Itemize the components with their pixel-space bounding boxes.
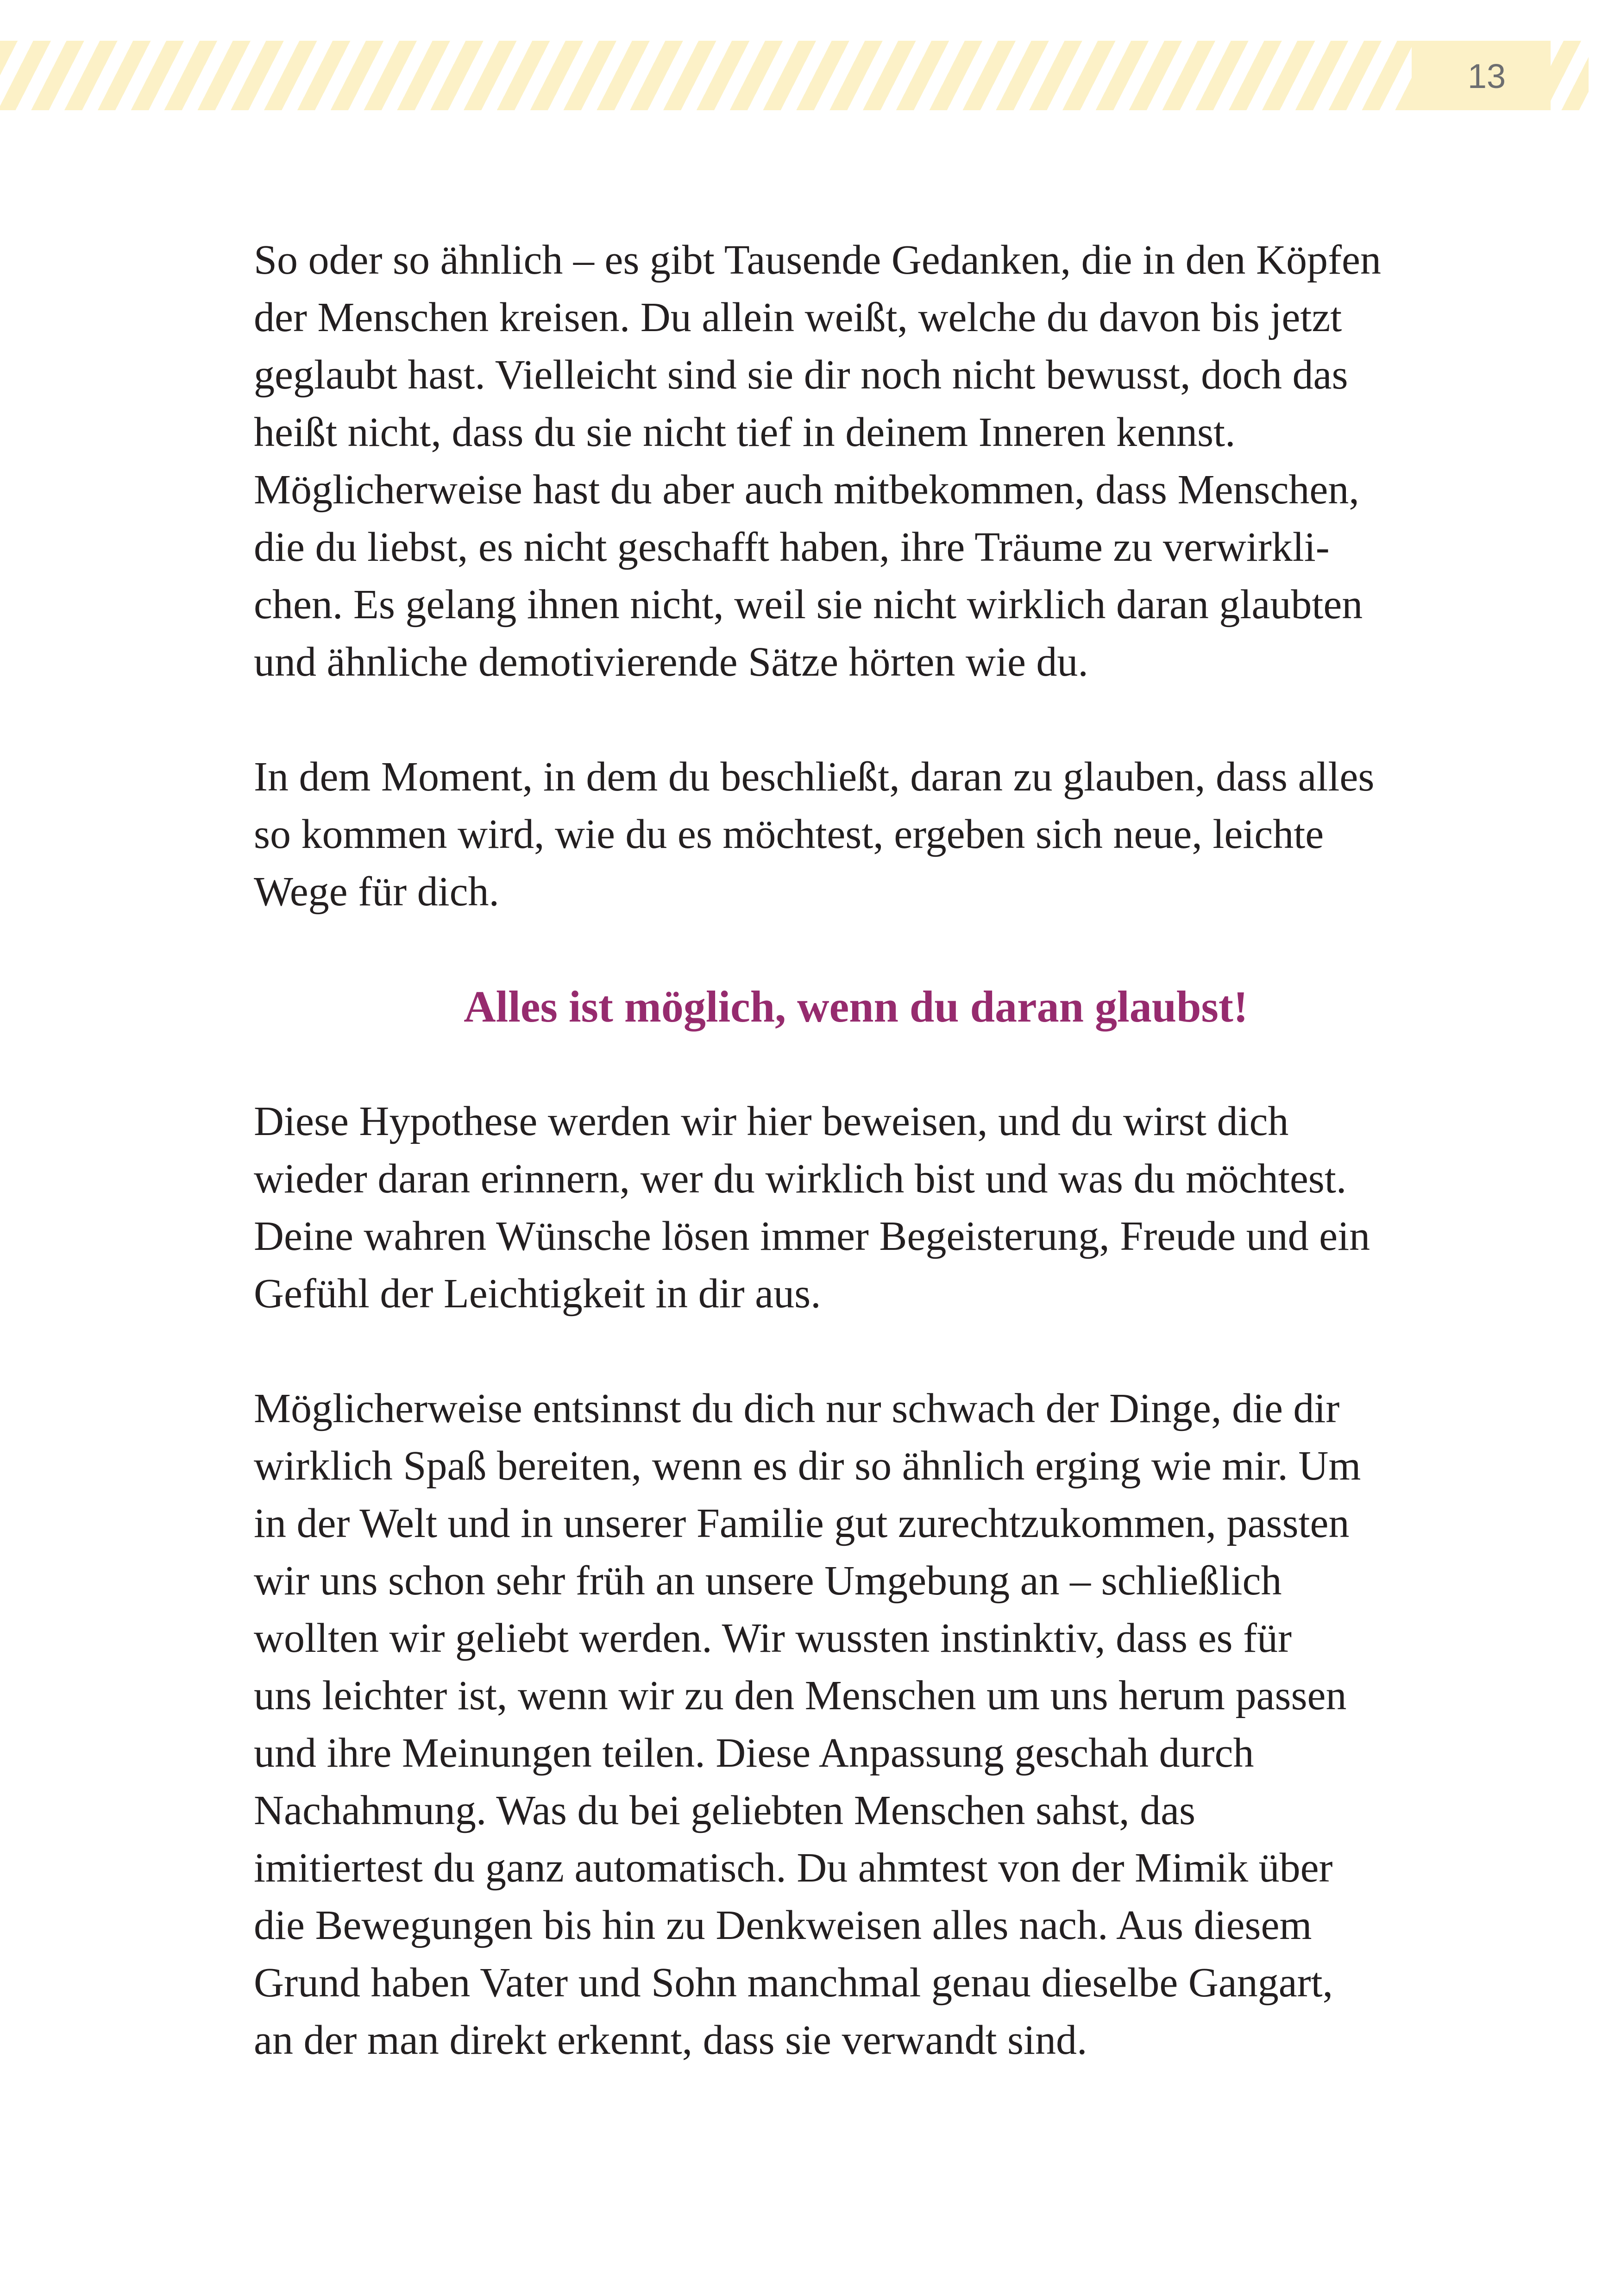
text-line: an der man direkt erkennt, dass sie verwandt sind. xyxy=(254,2017,1087,2063)
text-line: und ähnliche demotivierende Sätze hörten wie du. xyxy=(254,639,1088,685)
paragraph-3 xyxy=(254,1093,1458,1323)
header-stripe-band xyxy=(0,41,1589,110)
text-line: der Menschen kreisen. Du allein weißt, welche du davon bis jetzt xyxy=(254,295,1342,340)
text-line: wollten wir geliebt werden. Wir wussten instinktiv, dass es für xyxy=(254,1615,1292,1661)
text-line: geglaubt hast. Vielleicht sind sie dir noch nicht bewusst, doch das xyxy=(254,352,1348,398)
body-text xyxy=(254,232,1458,2127)
text-line: Möglicherweise entsinnst du dich nur schwach der Dinge, die dir xyxy=(254,1386,1340,1431)
text-line: Nachahmung. Was du bei geliebten Menschen sahst, das xyxy=(254,1788,1196,1833)
text-line: Wege für dich. xyxy=(254,869,500,915)
text-line: imitiertest du ganz automatisch. Du ahmtest von der Mimik über xyxy=(254,1845,1333,1891)
text-line: so kommen wird, wie du es möchtest, ergeben sich neue, leichte xyxy=(254,811,1324,857)
highlight-heading: Alles ist möglich, wenn du daran glaubst! xyxy=(464,982,1248,1031)
text-line: die du liebst, es nicht geschafft haben, ihre Träume zu verwirkli- xyxy=(254,524,1330,570)
text-line: die Bewegungen bis hin zu Denkweisen alles nach. Aus diesem xyxy=(254,1902,1312,1948)
text-line: Gefühl der Leichtigkeit in dir aus. xyxy=(254,1271,821,1317)
text-line: Deine wahren Wünsche lösen immer Begeisterung, Freude und ein xyxy=(254,1213,1370,1259)
text-line: wirklich Spaß bereiten, wenn es dir so ähnlich erging wie mir. Um xyxy=(254,1443,1361,1489)
text-line: In dem Moment, in dem du beschließt, daran zu glauben, dass alles xyxy=(254,754,1375,800)
text-line: heißt nicht, dass du sie nicht tief in deinem Inneren kennst. xyxy=(254,409,1236,455)
paragraph-2 xyxy=(254,748,1458,921)
text-line: Diese Hypothese werden wir hier beweisen, und du wirst dich xyxy=(254,1098,1289,1144)
paragraph-1 xyxy=(254,232,1458,691)
text-line: in der Welt und in unserer Familie gut zurechtzukommen, passten xyxy=(254,1500,1350,1546)
text-line: chen. Es gelang ihnen nicht, weil sie nicht wirklich daran glaubten xyxy=(254,582,1363,627)
text-line: uns leichter ist, wenn wir zu den Menschen um uns herum passen xyxy=(254,1673,1347,1719)
paragraph-4 xyxy=(254,1380,1458,2069)
text-line: Grund haben Vater und Sohn manchmal genau dieselbe Gangart, xyxy=(254,1960,1333,2006)
text-line: wieder daran erinnern, wer du wirklich bist und was du möchtest. xyxy=(254,1156,1347,1202)
text-line: und ihre Meinungen teilen. Diese Anpassung geschah durch xyxy=(254,1730,1254,1776)
text-line: Möglicherweise hast du aber auch mitbekommen, dass Menschen, xyxy=(254,467,1359,513)
page-number: 13 xyxy=(1467,57,1506,95)
text-line: So oder so ähnlich – es gibt Tausende Gedanken, die in den Köpfen xyxy=(254,237,1381,283)
text-line: wir uns schon sehr früh an unsere Umgebung an – schließlich xyxy=(254,1558,1282,1604)
